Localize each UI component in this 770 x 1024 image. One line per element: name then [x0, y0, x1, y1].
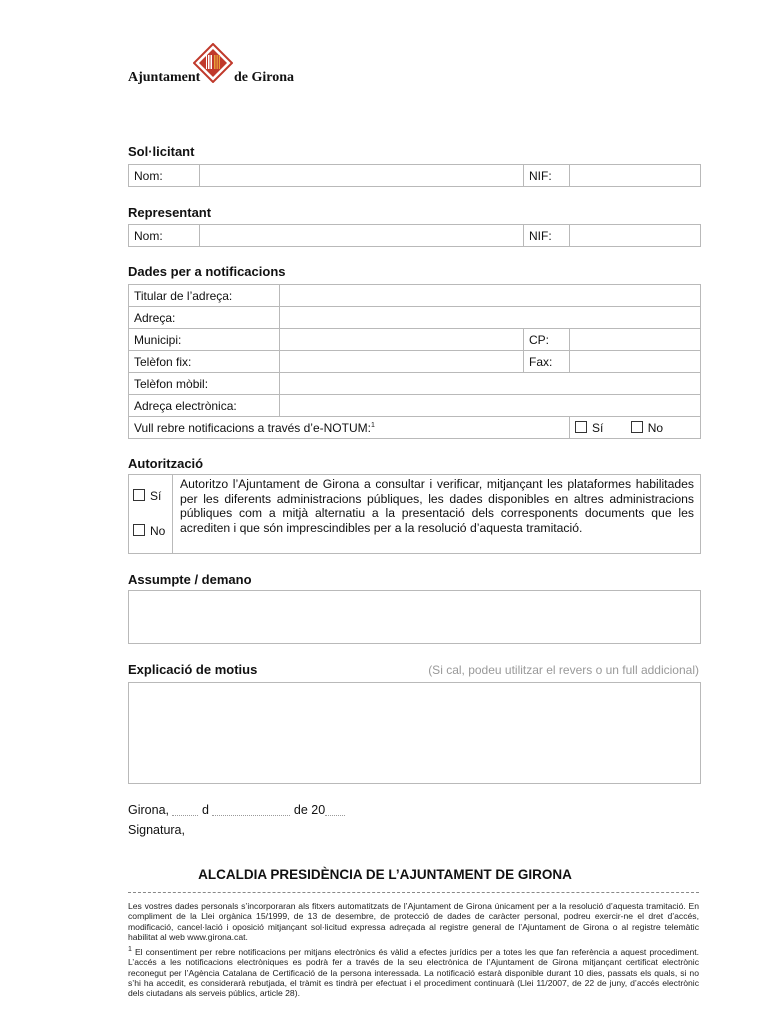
- telefon-fix-field[interactable]: [280, 351, 524, 373]
- date-d: d: [201, 803, 209, 817]
- date-place: Girona,: [128, 803, 169, 817]
- cp-label: CP:: [524, 329, 570, 351]
- telefon-fix-label: Telèfon fix:: [129, 351, 280, 373]
- autoritzacio-text: Autoritzo l’Ajuntament de Girona a consultar i verificar, mitjançant les plataformes habilitades per les diferents administracions públiques, les dades disponibles en altres administracions públiques com a mitjà alternatiu a la presentació dels corresponents documents que les acrediten i que són imprescindibles per a la resolució d’aquesta tramitació.: [180, 477, 694, 535]
- autoritzacio-si-option: [133, 489, 161, 503]
- date-de20: de 20: [293, 803, 326, 817]
- enotum-row: [129, 417, 570, 439]
- adreca-label: Adreça:: [129, 307, 280, 329]
- section-title-assumpte: Assumpte / demano: [128, 572, 252, 587]
- titular-label: Titular de l’adreça:: [129, 285, 280, 307]
- nom-label: Nom:: [129, 165, 200, 187]
- month-field[interactable]: [212, 803, 290, 816]
- representant-nom-field[interactable]: [200, 225, 524, 247]
- enotum-no-checkbox[interactable]: [631, 421, 643, 433]
- fax-field[interactable]: [570, 351, 701, 373]
- autoritzacio-no-checkbox[interactable]: [133, 524, 145, 536]
- footer-title: ALCALDIA PRESIDÈNCIA DE L’AJUNTAMENT DE GIRONA: [198, 867, 572, 882]
- section-title-sollicitant: Sol·licitant: [128, 144, 195, 159]
- enotum-si-checkbox[interactable]: [575, 421, 587, 433]
- representant-nif-field[interactable]: [570, 225, 701, 247]
- adreca-field[interactable]: [280, 307, 701, 329]
- explicacio-field[interactable]: [128, 682, 701, 784]
- representant-table: [128, 224, 701, 247]
- notificacions-table: [128, 284, 701, 439]
- explicacio-hint: (Si cal, podeu utilitzar el revers o un full addicional): [428, 663, 699, 677]
- enotum-options: [570, 417, 701, 439]
- autoritzacio-si-checkbox[interactable]: [133, 489, 145, 501]
- municipi-label: Municipi:: [129, 329, 280, 351]
- nif-label: NIF:: [524, 225, 570, 247]
- footnote-text: El consentiment per rebre notificacions per mitjans electrònics és vàlid a efectes jurídics per a totes les que fan referència a aquest procediment. L’accés a les notificacions electròniques es podrà fer a través de la seu electrònica de l’Ajuntament de Girona mitjançant certificat electrònic reconegut per l’Agència Catalana de Certificació de la persona interessada. La notificació estarà disponible durant 10 dies, passats els quals, si no s’hi ha accedit, es considerarà rebutjada, el tràmit es tindrà per efectuat i el procediment continuarà (Llei 11/2007, de 22 de juny, d’accés electrònic dels ciutadans als serveis públics, article 28).: [128, 946, 700, 999]
- logo-text-ajuntament: Ajuntament: [128, 70, 201, 85]
- nif-label: NIF:: [524, 165, 570, 187]
- footnote: [128, 945, 699, 999]
- telefon-mobil-label: Telèfon mòbil:: [129, 373, 280, 395]
- footer-divider: [128, 892, 699, 893]
- privacy-notice: Les vostres dades personals s’incorporaran als fitxers automatitzats de l’Ajuntament de Girona únicament per a la resolució d’aquesta tramitació. En compliment de la Llei orgànica 15/1999, de 13 de desembre, de protecció de dades de caràcter personal, podreu exercir-ne el dret d’accés, modificació, cancel·lació i oposició mitjançant sol·licitud expressa adreçada al registre general de l’Ajuntament de Girona o al registre telemàtic habilitat al web www.girona.cat.: [128, 901, 699, 943]
- sollicitant-table: [128, 164, 701, 187]
- sollicitant-nom-field[interactable]: [200, 165, 524, 187]
- footnote-mark: 1: [128, 946, 132, 953]
- year-field[interactable]: [325, 803, 345, 816]
- enotum-label: Vull rebre notificacions a través d’e-NOTUM:: [134, 420, 371, 435]
- section-title-explicacio: Explicació de motius: [128, 662, 258, 677]
- signatura-label: Signatura,: [128, 823, 185, 837]
- titular-field[interactable]: [280, 285, 701, 307]
- enotum-footnote-mark: 1: [370, 421, 375, 429]
- logo-text-de-girona: de Girona: [234, 70, 295, 85]
- adreca-electronica-label: Adreça electrònica:: [129, 395, 280, 417]
- autoritzacio-options-box: [128, 474, 174, 554]
- enotum-si-label: Sí: [592, 420, 604, 435]
- date-line: [128, 803, 345, 817]
- day-field[interactable]: [172, 803, 198, 816]
- autoritzacio-no-option: [133, 524, 165, 538]
- telefon-mobil-field[interactable]: [280, 373, 701, 395]
- assumpte-field[interactable]: [128, 590, 701, 644]
- cp-field[interactable]: [570, 329, 701, 351]
- enotum-no-label: No: [647, 420, 664, 435]
- fax-label: Fax:: [524, 351, 570, 373]
- municipi-field[interactable]: [280, 329, 524, 351]
- section-title-notificacions: Dades per a notificacions: [128, 264, 286, 279]
- autoritzacio-si-label: Sí: [150, 489, 162, 503]
- girona-coat-of-arms-icon: [193, 43, 233, 83]
- autoritzacio-no-label: No: [150, 524, 166, 538]
- section-title-representant: Representant: [128, 205, 212, 220]
- adreca-electronica-field[interactable]: [280, 395, 701, 417]
- nom-label: Nom:: [129, 225, 200, 247]
- section-title-autoritzacio: Autorització: [128, 456, 204, 471]
- sollicitant-nif-field[interactable]: [570, 165, 701, 187]
